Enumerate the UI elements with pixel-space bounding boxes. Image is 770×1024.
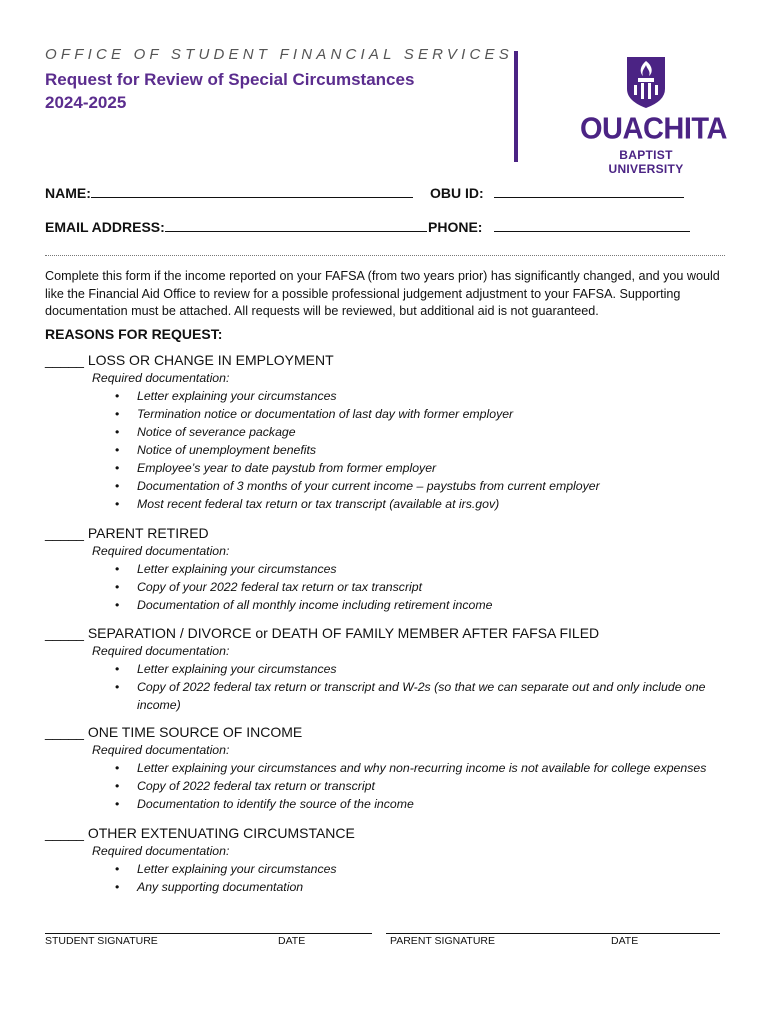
list-item: • Notice of severance package <box>45 423 735 441</box>
name-label: NAME: <box>45 185 91 201</box>
documentation-list <box>45 387 735 513</box>
parent-signature-line[interactable] <box>386 933 720 934</box>
university-logo <box>580 55 727 176</box>
section-separation-divorce-death <box>45 624 735 714</box>
logo-subtitle: BAPTIST UNIVERSITY <box>608 148 684 176</box>
header-divider <box>514 51 518 162</box>
list-item: • Documentation of all monthly income including retirement income <box>45 596 735 614</box>
obu-id-field[interactable] <box>430 185 684 201</box>
section-other-circumstance <box>45 824 735 896</box>
list-item: • Most recent federal tax return or tax transcript (available at irs.gov) <box>45 495 735 513</box>
phone-field[interactable] <box>428 219 690 235</box>
list-item: • Letter explaining your circumstances <box>45 387 735 405</box>
documentation-list <box>45 660 735 714</box>
required-documentation-label: Required documentation: <box>92 644 230 658</box>
obu-id-input-line[interactable] <box>494 185 684 198</box>
section-title[interactable]: _____ LOSS OR CHANGE IN EMPLOYMENT <box>45 352 334 368</box>
email-field[interactable] <box>45 219 427 235</box>
required-documentation-label: Required documentation: <box>92 371 230 385</box>
student-signature-line[interactable] <box>45 933 372 934</box>
student-date-label: DATE <box>278 935 306 947</box>
student-signature-label: STUDENT SIGNATURE <box>45 935 158 947</box>
dotted-divider <box>45 255 725 256</box>
section-title[interactable]: _____ ONE TIME SOURCE OF INCOME <box>45 724 303 740</box>
list-item: • Notice of unemployment benefits <box>45 441 735 459</box>
section-title[interactable]: _____ PARENT RETIRED <box>45 525 209 541</box>
parent-date-label: DATE <box>611 935 639 947</box>
section-one-time-income <box>45 723 735 813</box>
phone-label: PHONE: <box>428 219 483 235</box>
section-title[interactable]: _____ OTHER EXTENUATING CIRCUMSTANCE <box>45 825 355 841</box>
list-item: • Letter explaining your circumstances <box>45 560 735 578</box>
required-documentation-label: Required documentation: <box>92 844 230 858</box>
email-input-line[interactable] <box>165 219 427 232</box>
title-line-1: Request for Review of Special Circumstances <box>45 70 415 89</box>
list-item: • Copy of your 2022 federal tax return or tax transcript <box>45 578 735 596</box>
list-item: • Documentation of 3 months of your current income – paystubs from current employer <box>45 477 735 495</box>
phone-input-line[interactable] <box>494 219 690 232</box>
list-item: • Letter explaining your circumstances and why non-recurring income is not available for college expenses <box>45 759 735 777</box>
required-documentation-label: Required documentation: <box>92 544 230 558</box>
section-parent-retired <box>45 524 735 614</box>
name-field[interactable] <box>45 185 413 201</box>
obu-id-label: OBU ID: <box>430 185 484 201</box>
list-item: • Copy of 2022 federal tax return or transcript <box>45 777 735 795</box>
list-item: • Documentation to identify the source of the income <box>45 795 735 813</box>
documentation-list <box>45 759 735 813</box>
torch-shield-icon <box>625 55 667 109</box>
section-loss-of-employment <box>45 351 735 513</box>
email-label: EMAIL ADDRESS: <box>45 219 165 235</box>
list-item: • Any supporting documentation <box>45 878 735 896</box>
list-item: • Termination notice or documentation of last day with former employer <box>45 405 735 423</box>
required-documentation-label: Required documentation: <box>92 743 230 757</box>
page-title <box>45 68 414 114</box>
list-item: • Copy of 2022 federal tax return or transcript and W-2s (so that we can separate out and only include one income) <box>45 678 735 714</box>
logo-wordmark: OUACHITA <box>580 112 727 146</box>
office-name: OFFICE OF STUDENT FINANCIAL SERVICES <box>45 46 513 63</box>
documentation-list <box>45 860 735 896</box>
list-item: • Letter explaining your circumstances <box>45 660 735 678</box>
reasons-heading: REASONS FOR REQUEST: <box>45 326 223 342</box>
documentation-list <box>45 560 735 614</box>
list-item: • Employee’s year to date paystub from former employer <box>45 459 735 477</box>
parent-signature-label: PARENT SIGNATURE <box>390 935 496 947</box>
section-title[interactable]: _____ SEPARATION / DIVORCE or DEATH OF FAMILY MEMBER AFTER FAFSA FILED <box>45 625 600 641</box>
instructions-paragraph: Complete this form if the income reported on your FAFSA (from two years prior) has significantly changed, and you would like the Financial Aid Office to review for a possible professional judgement adjustment to your FAFSA. Supporting documentation must be attached. All requests will be reviewed, but additional aid is not guaranteed. <box>45 269 720 318</box>
list-item: • Letter explaining your circumstances <box>45 860 735 878</box>
title-year: 2024-2025 <box>45 93 127 112</box>
name-input-line[interactable] <box>91 185 413 198</box>
